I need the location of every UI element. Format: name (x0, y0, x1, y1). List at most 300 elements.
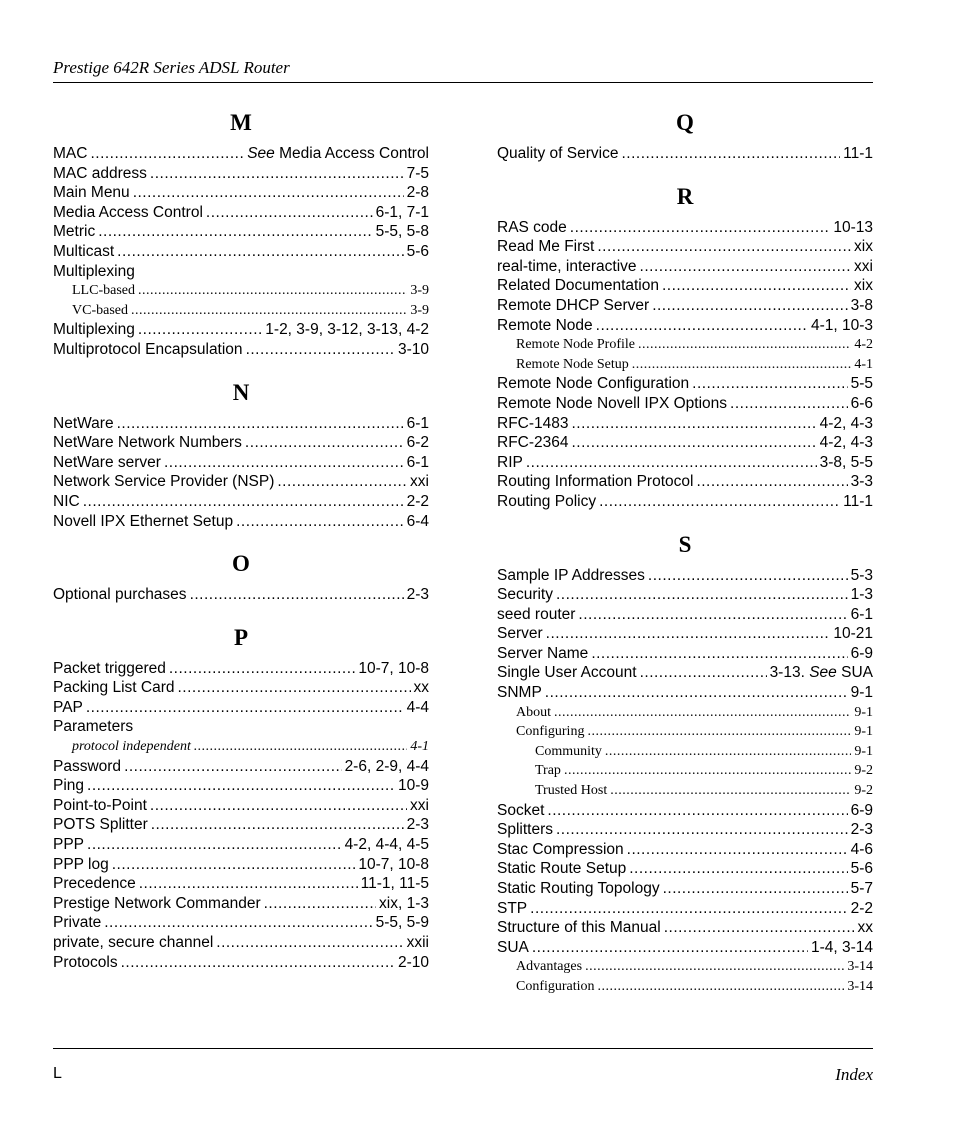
entry-page-ref: xxi (410, 473, 429, 491)
index-entry (497, 801, 873, 821)
index-subentry (497, 722, 873, 742)
index-subentry (497, 742, 873, 762)
entry-term: Remote Node (497, 316, 593, 334)
index-entry (53, 855, 429, 875)
entry-term: About (516, 704, 551, 720)
index-entry (53, 933, 429, 953)
index-column-right (497, 108, 873, 1015)
entry-term: Sample IP Addresses (497, 566, 645, 584)
dot-leader (627, 840, 848, 860)
entry-page-ref: 5-5 (850, 375, 873, 393)
entry-page-ref: 6-2 (406, 434, 429, 452)
index-entry (497, 859, 873, 879)
entry-page-ref: xx (857, 919, 873, 937)
entry-page-ref: 7-5 (406, 164, 429, 182)
entry-page-ref: 10-21 (833, 625, 873, 643)
dot-leader (662, 276, 851, 296)
index-subentry (497, 977, 873, 997)
index-entry (53, 183, 429, 203)
index-entry (497, 624, 873, 644)
dot-leader (532, 938, 808, 958)
dot-leader (98, 222, 372, 242)
dot-leader (86, 698, 404, 718)
dot-leader (591, 644, 847, 664)
index-entry (497, 566, 873, 586)
entry-page-ref: 4-6 (850, 840, 873, 858)
section-letter: S (678, 531, 692, 557)
dot-leader (696, 472, 847, 492)
index-entry (497, 394, 873, 414)
dot-leader (526, 453, 817, 473)
dot-leader (277, 472, 407, 492)
entry-term: Static Routing Topology (497, 880, 660, 897)
index-subentry (53, 301, 429, 321)
entry-term: Protocols (53, 953, 118, 971)
entry-term: Server Name (497, 644, 589, 662)
index-section (497, 108, 873, 164)
entry-term: Stac Compression (497, 840, 624, 858)
page-value: Media Access Control (279, 145, 429, 162)
entry-page-ref: 3-8, 5-5 (819, 453, 873, 471)
index-entry (53, 320, 429, 340)
entry-page-ref: 3-9 (410, 302, 429, 318)
section-letter: P (233, 624, 249, 650)
dot-leader (610, 781, 851, 801)
index-entry (497, 218, 873, 238)
entry-term: Routing Policy (497, 492, 597, 510)
entry-term: Packet triggered (53, 659, 166, 677)
entry-page-ref: 6-9 (850, 801, 873, 819)
entry-page-ref: 2-2 (850, 899, 873, 917)
footer-page-number: L (53, 1065, 62, 1082)
section-letter: O (232, 551, 250, 577)
dot-leader (554, 703, 851, 723)
index-entry (497, 492, 873, 512)
index-entry (53, 796, 429, 816)
entry-page-ref: 2-2 (406, 492, 429, 510)
entry-page-ref: 3-9 (410, 283, 429, 299)
entry-page-ref: 2-3 (850, 821, 873, 839)
running-header (53, 58, 873, 83)
dot-leader (131, 301, 407, 321)
dot-leader (596, 316, 808, 336)
entry-page-ref: 6-6 (850, 394, 873, 412)
entry-page-ref: 2-8 (406, 184, 429, 202)
entry-page-ref: 4-4 (406, 698, 429, 716)
index-entry (53, 203, 429, 223)
entry-page-ref: 3-10 (397, 340, 429, 358)
entry-term: Single User Account (497, 664, 637, 682)
entry-page-ref: xxii (406, 934, 429, 951)
dot-leader (264, 894, 376, 914)
dot-leader (621, 144, 840, 164)
entry-term: NetWare (53, 414, 114, 432)
entry-page-ref: 6-1 (406, 414, 429, 432)
index-entry (53, 835, 429, 855)
entry-term: Configuration (516, 978, 595, 994)
dot-leader (546, 624, 831, 644)
entry-term: Advantages (516, 959, 583, 975)
entry-term: PPP log (53, 855, 109, 873)
index-section (53, 549, 429, 605)
entry-term: Optional purchases (53, 586, 187, 604)
dot-leader (530, 899, 847, 919)
index-entry (53, 222, 429, 242)
entry-term: Routing Information Protocol (497, 473, 694, 491)
entry-page-ref: 9-1 (854, 743, 873, 759)
dot-leader (598, 977, 845, 997)
index-entry (497, 276, 873, 296)
index-entry (53, 776, 429, 796)
dot-leader (730, 394, 848, 414)
index-entry (53, 512, 429, 532)
entry-term: Prestige Network Commander (53, 894, 261, 912)
dot-leader (572, 433, 817, 453)
dot-leader (216, 933, 403, 953)
entry-page-ref: 6-1 (406, 453, 429, 471)
index-entry (53, 492, 429, 512)
index-subentry (53, 737, 429, 757)
entry-page-ref: 5-7 (850, 880, 873, 897)
entry-page-ref: 1-3 (850, 586, 873, 604)
dot-leader (652, 296, 847, 316)
entry-term: Main Menu (53, 184, 130, 202)
entry-page-ref: 9-1 (854, 724, 873, 740)
entry-term: Multicast (53, 242, 115, 260)
entry-term: MAC (53, 145, 88, 162)
entry-term: Remote Node Novell IPX Options (497, 394, 728, 412)
footer-section-title: Index (835, 1065, 873, 1084)
dot-leader (572, 414, 817, 434)
entry-term: protocol independent (72, 739, 191, 755)
index-entry (497, 683, 873, 703)
entry-page-ref (247, 144, 429, 164)
entry-page-ref: 6-1, 7-1 (375, 203, 429, 221)
entry-term: RFC-2364 (497, 434, 569, 452)
entry-page-ref: xxi (854, 257, 873, 275)
entry-page-ref: 2-6, 2-9, 4-4 (344, 757, 429, 775)
entry-page-ref: xix (854, 277, 873, 295)
dot-leader (663, 879, 848, 899)
dot-leader (117, 242, 403, 262)
entry-term: Private (53, 914, 102, 932)
index-entry (497, 374, 873, 394)
entry-term: Password (53, 757, 122, 775)
entry-term: NetWare server (53, 453, 161, 471)
index-entry (53, 453, 429, 473)
dot-leader (133, 183, 404, 203)
dot-leader (638, 335, 851, 355)
entry-page-ref: 3-3 (850, 473, 873, 491)
index-entry (497, 414, 873, 434)
dot-leader (83, 492, 404, 512)
entry-term: Remote DHCP Server (497, 296, 650, 314)
dot-leader (151, 815, 404, 835)
entry-page-ref: 9-2 (854, 783, 873, 799)
entry-term: RIP (497, 453, 523, 471)
index-entry (53, 414, 429, 434)
index-entry (497, 296, 873, 316)
entry-page-ref: 4-2 (854, 337, 873, 353)
dot-leader (664, 918, 855, 938)
index-entry (53, 757, 429, 777)
dot-leader (194, 737, 407, 757)
index-entry (497, 472, 873, 492)
dot-leader (597, 237, 851, 257)
entry-term: Trusted Host (535, 783, 608, 799)
index-entry (53, 953, 429, 973)
index-entry (497, 144, 873, 164)
entry-term: Socket (497, 801, 545, 819)
entry-page-ref: 4-2, 4-3 (819, 434, 873, 452)
entry-term: Remote Node Profile (516, 337, 635, 353)
entry-term: Quality of Service (497, 145, 619, 162)
dot-leader (640, 257, 852, 277)
index-entry (497, 820, 873, 840)
entry-term: STP (497, 899, 528, 917)
entry-term: Community (535, 743, 602, 759)
dot-leader (139, 874, 358, 894)
page-footer (53, 1048, 873, 1089)
entry-term: Parameters (53, 718, 134, 736)
entry-page-ref: 11-1, 11-5 (360, 875, 429, 893)
entry-page-ref: 5-3 (850, 566, 873, 584)
entry-page-ref: 9-1 (850, 684, 873, 702)
entry-term: Security (497, 586, 553, 604)
entry-term: Remote Node Configuration (497, 375, 690, 393)
entry-term: Network Service Provider (NSP) (53, 473, 275, 491)
index-entry (497, 840, 873, 860)
entry-term: private, secure channel (53, 934, 214, 951)
index-subentry (497, 781, 873, 801)
entry-page-ref: xix (854, 238, 873, 256)
entry-page-ref: 9-1 (854, 704, 873, 720)
index-entry (53, 717, 429, 737)
entry-term: Ping (53, 777, 85, 795)
entry-page-ref: 5-6 (406, 242, 429, 260)
dot-leader (90, 144, 244, 164)
index-entry (53, 433, 429, 453)
dot-leader (545, 683, 848, 703)
entry-page-ref (770, 663, 873, 683)
index-subentry (497, 761, 873, 781)
index-entry (53, 262, 429, 282)
dot-leader (556, 585, 848, 605)
entry-term: RAS code (497, 218, 567, 236)
entry-term: seed router (497, 605, 576, 623)
dot-leader (246, 340, 395, 360)
dot-leader (190, 585, 404, 605)
entry-page-ref: 10-13 (833, 218, 873, 236)
entry-term: LLC-based (72, 283, 135, 299)
index-entry (497, 918, 873, 938)
index-entry (53, 659, 429, 679)
entry-term: Packing List Card (53, 679, 175, 697)
entry-term: Structure of this Manual (497, 919, 661, 937)
entry-term: VC-based (72, 302, 128, 318)
section-letter: R (676, 183, 694, 209)
index-entry (53, 340, 429, 360)
entry-page-ref: xix, 1-3 (379, 894, 429, 912)
entry-page-ref: 9-2 (854, 763, 873, 779)
index-entry (497, 237, 873, 257)
dot-leader (632, 355, 852, 375)
entry-term: Read Me First (497, 238, 595, 256)
entry-term: PAP (53, 698, 83, 716)
index-entry (497, 433, 873, 453)
index-section (53, 108, 429, 360)
dot-leader (236, 512, 404, 532)
index-subentry (53, 281, 429, 301)
entry-page-ref: xx (413, 679, 429, 697)
entry-term: PPP (53, 836, 85, 854)
section-letter: N (232, 379, 250, 405)
index-subentry (497, 335, 873, 355)
index-entry (497, 938, 873, 958)
index-section (53, 623, 429, 973)
index-entry (497, 879, 873, 899)
dot-leader (692, 374, 847, 394)
dot-leader (124, 757, 342, 777)
section-letter: Q (676, 110, 694, 135)
dot-leader (587, 722, 851, 742)
index-entry (497, 899, 873, 919)
index-entry (53, 913, 429, 933)
index-entry (53, 164, 429, 184)
entry-page-ref: 5-5, 5-9 (375, 914, 429, 932)
dot-leader (578, 605, 847, 625)
entry-page-ref: 3-14 (847, 978, 873, 994)
index-entry (53, 585, 429, 605)
dot-leader (104, 913, 372, 933)
section-letter: M (230, 110, 252, 135)
dot-leader (87, 776, 395, 796)
entry-term: Multiplexing (53, 262, 135, 280)
index-column-left (53, 108, 429, 990)
dot-leader (599, 492, 840, 512)
entry-page-ref: 4-2, 4-3 (819, 414, 873, 432)
see-reference: See (809, 664, 837, 682)
index-subentry (497, 957, 873, 977)
entry-page-ref: 10-7, 10-8 (358, 855, 429, 873)
entry-term: POTS Splitter (53, 816, 148, 834)
entry-term: Server (497, 625, 543, 643)
entry-term: Media Access Control (53, 203, 203, 221)
dot-leader (87, 835, 342, 855)
dot-leader (117, 414, 404, 434)
dot-leader (138, 281, 407, 301)
index-entry (497, 257, 873, 277)
index-entry (53, 472, 429, 492)
entry-page-ref: 4-1 (410, 739, 429, 755)
index-section (53, 378, 429, 532)
index-entry (497, 663, 873, 683)
index-entry (53, 815, 429, 835)
entry-page-ref: 11-1 (843, 145, 873, 162)
index-entry (497, 453, 873, 473)
entry-term: Splitters (497, 821, 553, 839)
entry-term: Configuring (516, 724, 585, 740)
entry-term: Point-to-Point (53, 796, 147, 814)
entry-term: RFC-1483 (497, 414, 569, 432)
index-section (497, 182, 873, 512)
entry-term: Multiprotocol Encapsulation (53, 340, 243, 358)
dot-leader (547, 801, 847, 821)
dot-leader (564, 761, 851, 781)
entry-page-ref: 2-3 (406, 816, 429, 834)
dot-leader (169, 659, 355, 679)
entry-term: Metric (53, 223, 96, 241)
dot-leader (570, 218, 831, 238)
dot-leader (150, 164, 404, 184)
entry-term: Novell IPX Ethernet Setup (53, 512, 234, 530)
dot-leader (640, 663, 767, 683)
entry-term: MAC address (53, 164, 147, 182)
dot-leader (177, 678, 410, 698)
entry-page-ref: 4-2, 4-4, 4-5 (344, 836, 429, 854)
entry-term: SNMP (497, 684, 542, 702)
dot-leader (150, 796, 407, 816)
entry-page-ref: 6-9 (850, 644, 873, 662)
dot-leader (164, 453, 404, 473)
entry-page-ref: 11-1 (843, 492, 873, 510)
see-reference: See (247, 145, 275, 162)
index-entry (497, 316, 873, 336)
index-subentry (497, 703, 873, 723)
entry-term: Precedence (53, 875, 136, 893)
entry-page-ref: 4-1, 10-3 (810, 316, 873, 334)
entry-term: NIC (53, 492, 80, 510)
entry-page-ref: 3-8 (850, 296, 873, 314)
entry-term: NetWare Network Numbers (53, 434, 242, 452)
see-target: SUA (841, 664, 873, 682)
index-entry (53, 874, 429, 894)
entry-page-ref: 5-5, 5-8 (375, 223, 429, 241)
header-title: Prestige 642R Series ADSL Router (53, 58, 290, 77)
entry-page-ref: xxi (410, 796, 429, 814)
entry-term: real-time, interactive (497, 257, 637, 275)
dot-leader (245, 433, 404, 453)
entry-page-ref: 1-4, 3-14 (810, 938, 873, 956)
entry-page-ref: 3-14 (847, 959, 873, 975)
entry-term: Trap (535, 763, 561, 779)
entry-term: Static Route Setup (497, 860, 627, 878)
index-entry (53, 242, 429, 262)
dot-leader (121, 953, 395, 973)
dot-leader (112, 855, 356, 875)
index-section (497, 530, 873, 997)
entry-page-ref: 6-4 (406, 512, 429, 530)
index-entry (497, 605, 873, 625)
entry-page-ref: 1-2, 3-9, 3-12, 3-13, 4-2 (265, 321, 429, 339)
entry-page-ref: 2-3 (406, 586, 429, 604)
entry-term: Multiplexing (53, 321, 135, 339)
index-subentry (497, 355, 873, 375)
index-entry (53, 698, 429, 718)
dot-leader (138, 320, 262, 340)
entry-term: SUA (497, 938, 529, 956)
dot-leader (556, 820, 848, 840)
dot-leader (206, 203, 373, 223)
index-entry (497, 585, 873, 605)
dot-leader (585, 957, 844, 977)
entry-page-ref: 2-10 (397, 953, 429, 971)
entry-page-ref: 10-9 (397, 777, 429, 795)
entry-page-ref: 10-7, 10-8 (358, 659, 429, 677)
entry-term: Remote Node Setup (516, 356, 629, 372)
entry-page-ref: 6-1 (850, 605, 873, 623)
index-entry (497, 644, 873, 664)
